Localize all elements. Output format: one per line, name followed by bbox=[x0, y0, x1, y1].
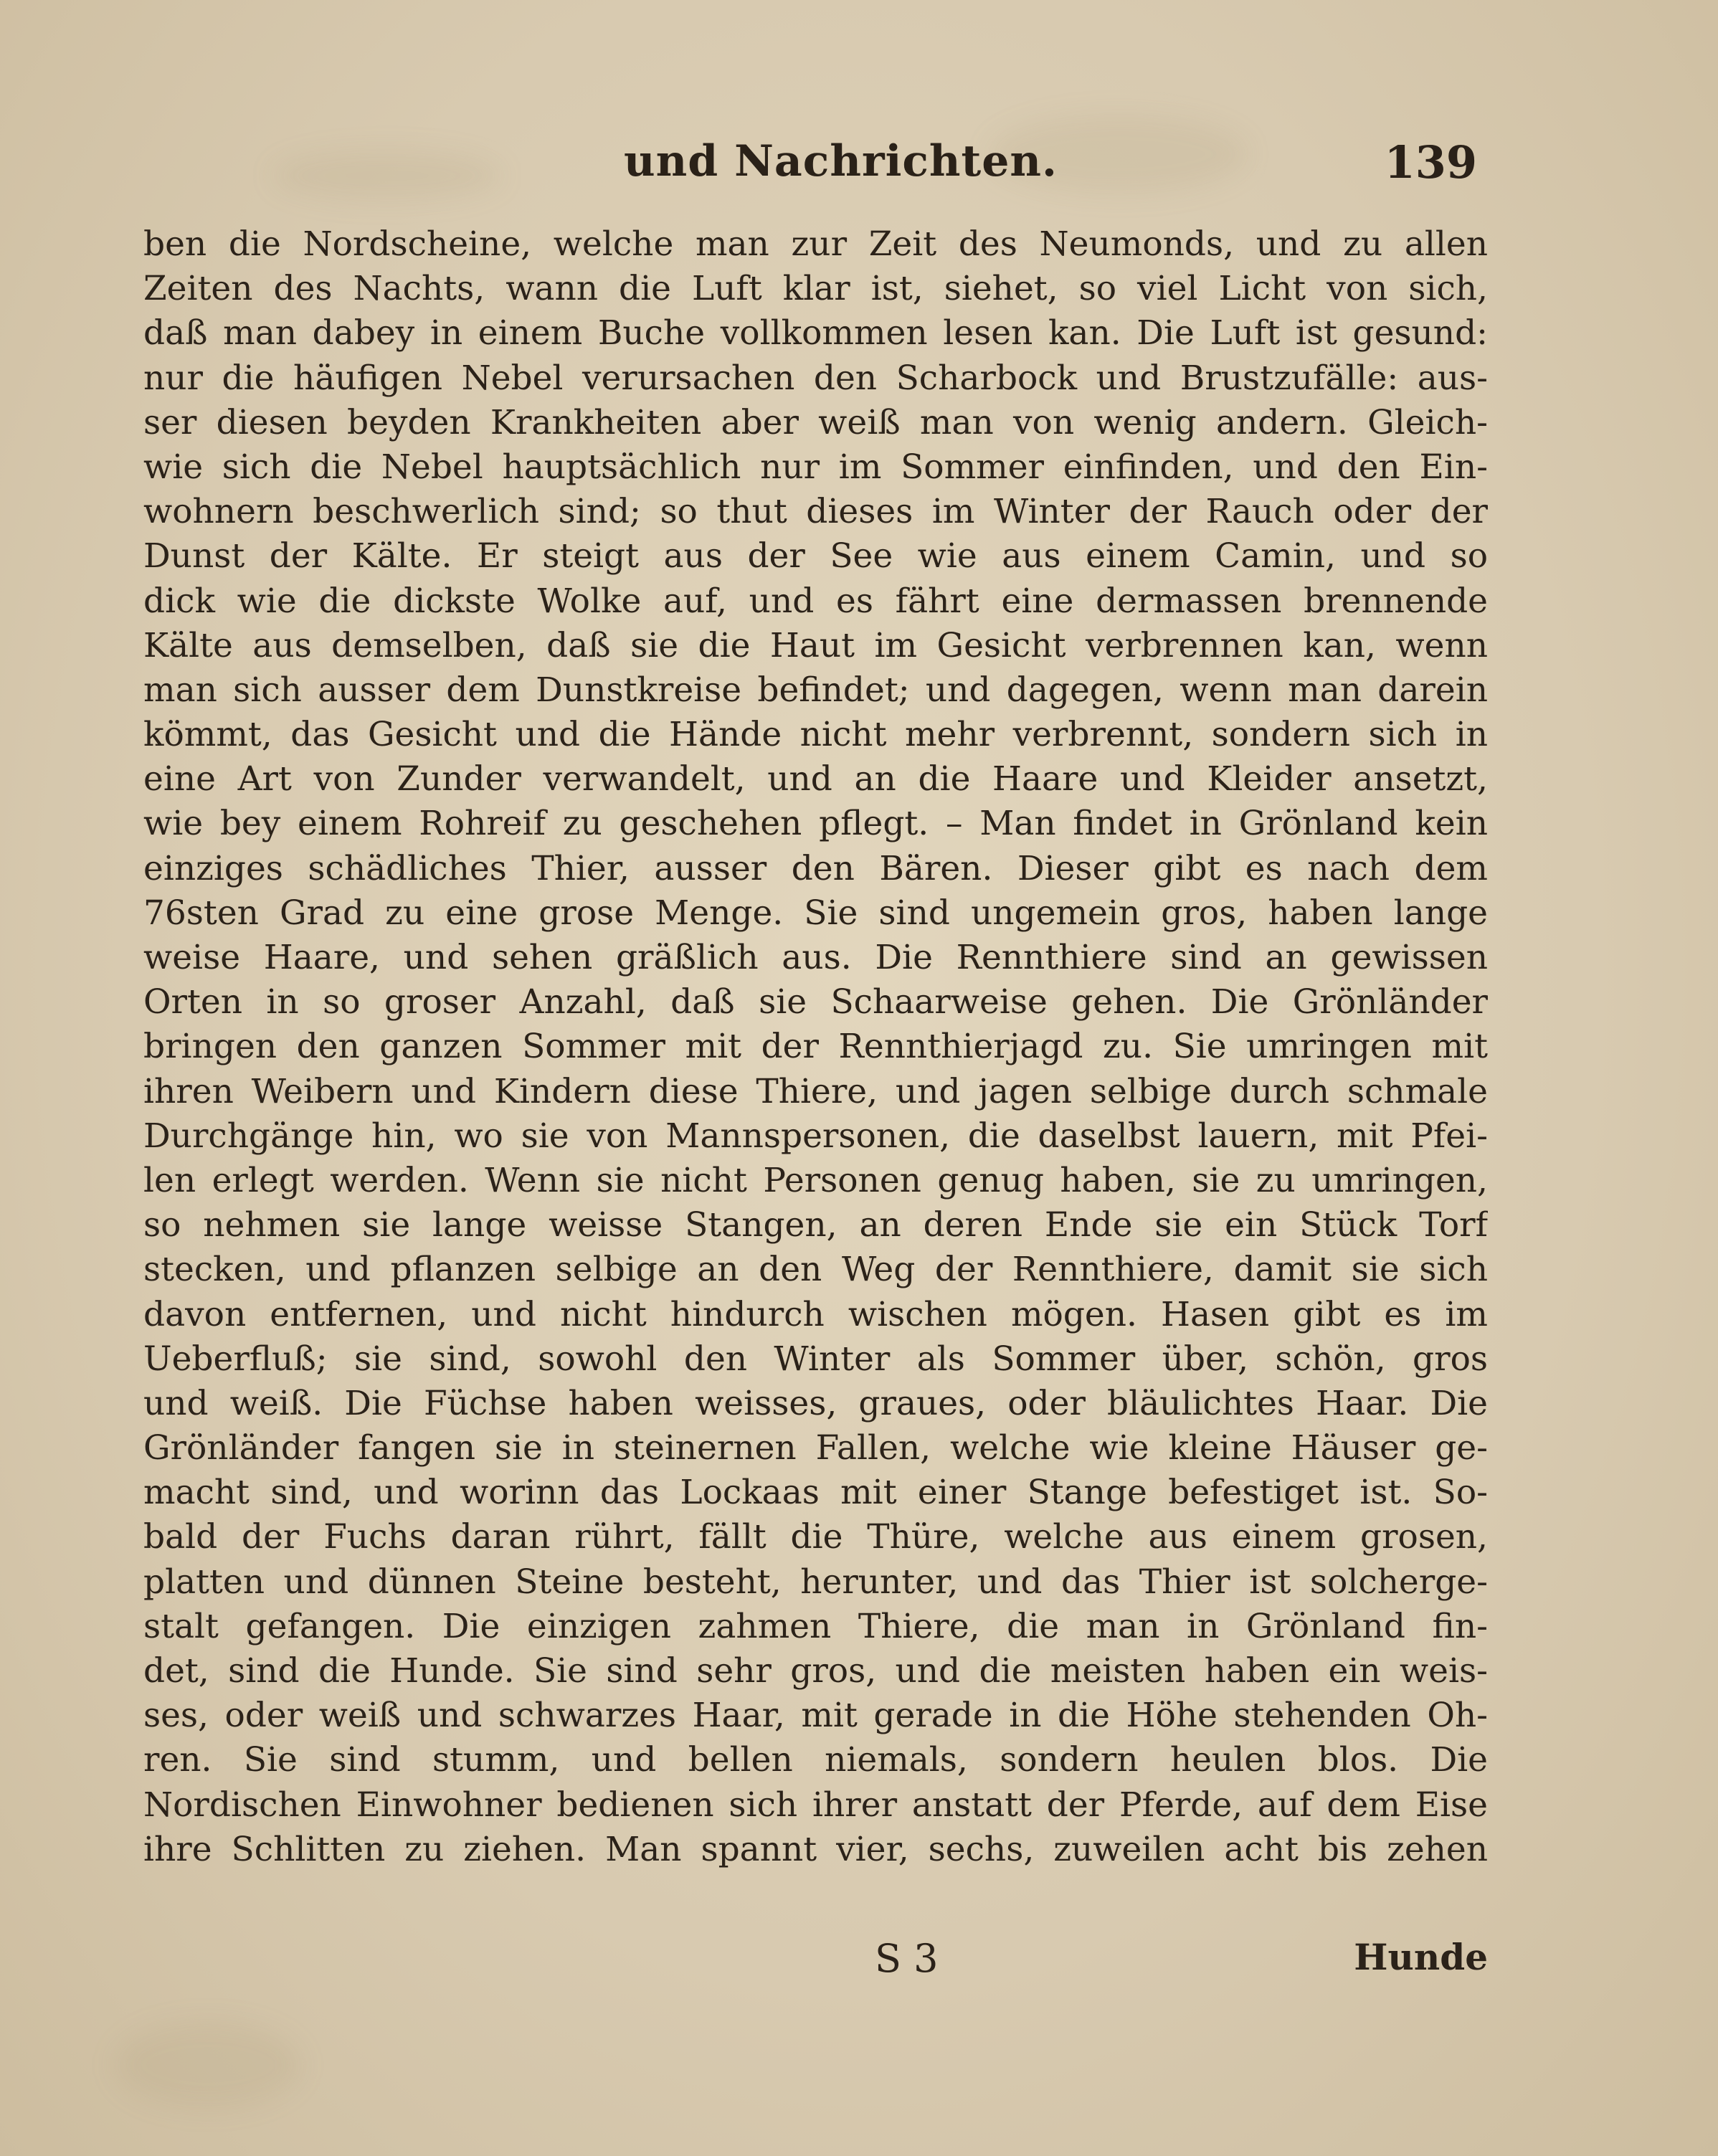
running-title: und Nachrichten. bbox=[624, 136, 1058, 186]
text-line: ihren Weibern und Kindern diese Thiere, und jagen selbige durch schmale bbox=[143, 1071, 1488, 1111]
text-line: Orten in so groser Anzahl, daß sie Schaarweise gehen. Die Grönländer bbox=[143, 982, 1488, 1022]
text-line: ren. Sie sind stumm, und bellen niemals, sondern heulen blos. Die bbox=[143, 1740, 1488, 1780]
text-line: bald der Fuchs daran rührt, fällt die Thüre, welche aus einem grosen, bbox=[143, 1517, 1488, 1557]
text-line: len erlegt werden. Wenn sie nicht Personen genug haben, sie zu umringen, bbox=[143, 1160, 1488, 1200]
body-text bbox=[143, 222, 1488, 1872]
text-line: platten und dünnen Steine besteht, herunter, und das Thier ist solcherge- bbox=[143, 1562, 1488, 1602]
text-line: wohnern beschwerlich sind; so thut dieses im Winter der Rauch oder der bbox=[143, 492, 1488, 532]
text-line: man sich ausser dem Dunstkreise befindet; und dagegen, wenn man darein bbox=[143, 670, 1488, 710]
text-line: weise Haare, und sehen gräßlich aus. Die Rennthiere sind an gewissen bbox=[143, 938, 1488, 977]
text-line: stalt gefangen. Die einzigen zahmen Thiere, die man in Grönland fin- bbox=[143, 1606, 1488, 1646]
text-line: ses, oder weiß und schwarzes Haar, mit gerade in die Höhe stehenden Oh- bbox=[143, 1696, 1488, 1736]
text-line: ihre Schlitten zu ziehen. Man spannt vier, sechs, zuweilen acht bis zehen bbox=[143, 1829, 1488, 1869]
text-line: Durchgänge hin, wo sie von Mannspersonen, die daselbst lauern, mit Pfei- bbox=[143, 1116, 1488, 1156]
text-line: so nehmen sie lange weisse Stangen, an deren Ende sie ein Stück Torf bbox=[143, 1205, 1488, 1245]
text-line: Ueberfluß; sie sind, sowohl den Winter als Sommer über, schön, gros bbox=[143, 1339, 1488, 1379]
text-line: 76sten Grad zu eine grose Menge. Sie sind ungemein gros, haben lange bbox=[143, 893, 1488, 933]
paper-stain bbox=[115, 2022, 301, 2108]
page-footer bbox=[143, 1936, 1488, 1993]
text-line: ben die Nordscheine, welche man zur Zeit des Neumonds, und zu allen bbox=[143, 224, 1488, 264]
text-line: ser diesen beyden Krankheiten aber weiß man von wenig andern. Gleich- bbox=[143, 402, 1488, 442]
page-header bbox=[143, 136, 1484, 201]
text-line: Kälte aus demselben, daß sie die Haut im Gesicht verbrennen kan, wenn bbox=[143, 625, 1488, 665]
text-line: stecken, und pflanzen selbige an den Weg der Rennthiere, damit sie sich bbox=[143, 1250, 1488, 1290]
text-line: nur die häufigen Nebel verursachen den Scharbock und Brustzufälle: aus- bbox=[143, 358, 1488, 398]
text-line: Grönländer fangen sie in steinernen Fallen, welche wie kleine Häuser ge- bbox=[143, 1428, 1488, 1468]
text-line: davon entfernen, und nicht hindurch wischen mögen. Hasen gibt es im bbox=[143, 1294, 1488, 1334]
text-line: det, sind die Hunde. Sie sind sehr gros, und die meisten haben ein weis- bbox=[143, 1651, 1488, 1691]
text-line: Dunst der Kälte. Er steigt aus der See wie aus einem Camin, und so bbox=[143, 536, 1488, 576]
text-line: kömmt, das Gesicht und die Hände nicht mehr verbrennt, sondern sich in bbox=[143, 715, 1488, 755]
text-line: und weiß. Die Füchse haben weisses, graues, oder bläulichtes Haar. Die bbox=[143, 1383, 1488, 1423]
text-line: eine Art von Zunder verwandelt, und an die Haare und Kleider ansetzt, bbox=[143, 759, 1488, 799]
text-line: dick wie die dickste Wolke auf, und es fährt eine dermassen brennende bbox=[143, 581, 1488, 621]
signature-mark: S 3 bbox=[875, 1936, 939, 1981]
text-line: macht sind, und worinn das Lockaas mit einer Stange befestiget ist. So- bbox=[143, 1473, 1488, 1513]
text-line: Nordischen Einwohner bedienen sich ihrer anstatt der Pferde, auf dem Eise bbox=[143, 1785, 1488, 1825]
text-line: daß man dabey in einem Buche vollkommen lesen kan. Die Luft ist gesund: bbox=[143, 313, 1488, 353]
text-line: bringen den ganzen Sommer mit der Rennthierjagd zu. Sie umringen mit bbox=[143, 1027, 1488, 1067]
text-line: einziges schädliches Thier, ausser den Bären. Dieser gibt es nach dem bbox=[143, 848, 1488, 888]
text-line: Zeiten des Nachts, wann die Luft klar ist, siehet, so viel Licht von sich, bbox=[143, 269, 1488, 309]
text-line: wie sich die Nebel hauptsächlich nur im Sommer einfinden, und den Ein- bbox=[143, 447, 1488, 487]
text-line: wie bey einem Rohreif zu geschehen pflegt. – Man findet in Grönland kein bbox=[143, 804, 1488, 844]
page-number: 139 bbox=[1384, 136, 1477, 189]
catchword: Hunde bbox=[1354, 1936, 1488, 1978]
